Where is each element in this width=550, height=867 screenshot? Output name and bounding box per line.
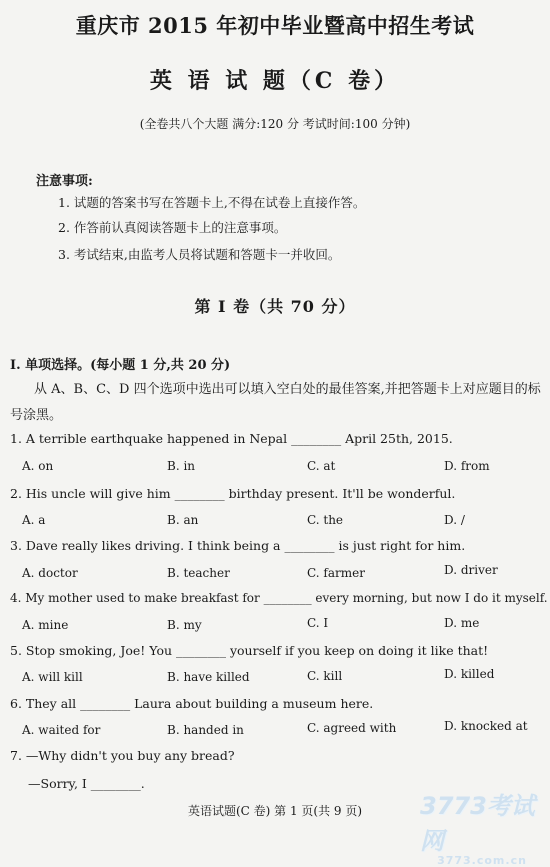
part-heading: 第 I 卷（共 70 分） — [194, 297, 356, 316]
option-a: A. will kill — [22, 670, 83, 684]
note-item: 2. 作答前认真阅读答题卡上的注意事项。 — [58, 220, 287, 235]
option-c: C. kill — [307, 669, 343, 683]
option-b: B. have killed — [167, 670, 250, 684]
option-a: A. doctor — [22, 566, 78, 580]
option-b: B. an — [167, 513, 199, 527]
notes-heading: 注意事项: — [36, 174, 93, 189]
note-item: 3. 考试结束,由监考人员将试题和答题卡一并收回。 — [58, 247, 341, 262]
option-b: B. teacher — [167, 566, 230, 580]
option-d: D. killed — [444, 667, 495, 681]
option-b: B. my — [167, 618, 202, 632]
exam-title: 重庆市 2015 年初中毕业暨高中招生考试 — [75, 13, 475, 38]
option-d: D. knocked at — [444, 719, 528, 733]
question-1: 1. A terrible earthquake happened in Nepal ________ April 25th, 2015. — [10, 431, 453, 446]
option-c: C. the — [307, 513, 344, 527]
section-heading: I. 单项选择。(每小题 1 分,共 20 分) — [10, 358, 231, 373]
question-6: 6. They all ________ Laura about building a museum here. — [10, 696, 374, 711]
exam-subtitle: 英 语 试 题（C 卷） — [149, 68, 401, 94]
page-footer: 英语试题(C 卷) 第 1 页(共 9 页) — [187, 804, 363, 818]
watermark-logo: 3773考试网 — [420, 792, 535, 855]
option-a: A. a — [22, 513, 46, 527]
option-d: D. from — [444, 459, 490, 473]
watermark-url: 3773.com.cn — [437, 854, 527, 867]
option-c: C. agreed with — [307, 721, 397, 735]
option-c: C. at — [307, 459, 336, 473]
option-d: D. driver — [444, 563, 498, 577]
question-2: 2. His uncle will give him ________ birthday present. It'll be wonderful. — [10, 486, 456, 501]
option-b: B. handed in — [167, 723, 244, 737]
option-d: D. / — [444, 513, 465, 527]
option-c: C. farmer — [307, 566, 365, 580]
question-3: 3. Dave really likes driving. I think being a ________ is just right for him. — [10, 538, 466, 553]
note-item: 1. 试题的答案书写在答题卡上,不得在试卷上直接作答。 — [58, 195, 366, 210]
exam-info: (全卷共八个大题 满分:120 分 考试时间:100 分钟) — [139, 117, 411, 131]
site-watermark — [420, 786, 544, 867]
option-b: B. in — [167, 459, 196, 473]
question-5: 5. Stop smoking, Joe! You ________ yourself if you keep on doing it like that! — [10, 643, 489, 658]
option-a: A. waited for — [22, 723, 101, 737]
question-7-answer-line: —Sorry, I ________. — [28, 776, 145, 791]
option-a: A. mine — [22, 618, 69, 632]
question-7: 7. —Why didn't you buy any bread? — [10, 748, 235, 763]
option-d: D. me — [444, 616, 480, 630]
question-4: 4. My mother used to make breakfast for ________ every morning, but now I do it myself. — [10, 591, 548, 605]
option-a: A. on — [22, 459, 54, 473]
option-c: C. I — [307, 616, 329, 630]
section-instructions: 从 A、B、C、D 四个选项中选出可以填入空白处的最佳答案,并把答题卡上对应题目的标号涂黑。 — [10, 382, 541, 423]
